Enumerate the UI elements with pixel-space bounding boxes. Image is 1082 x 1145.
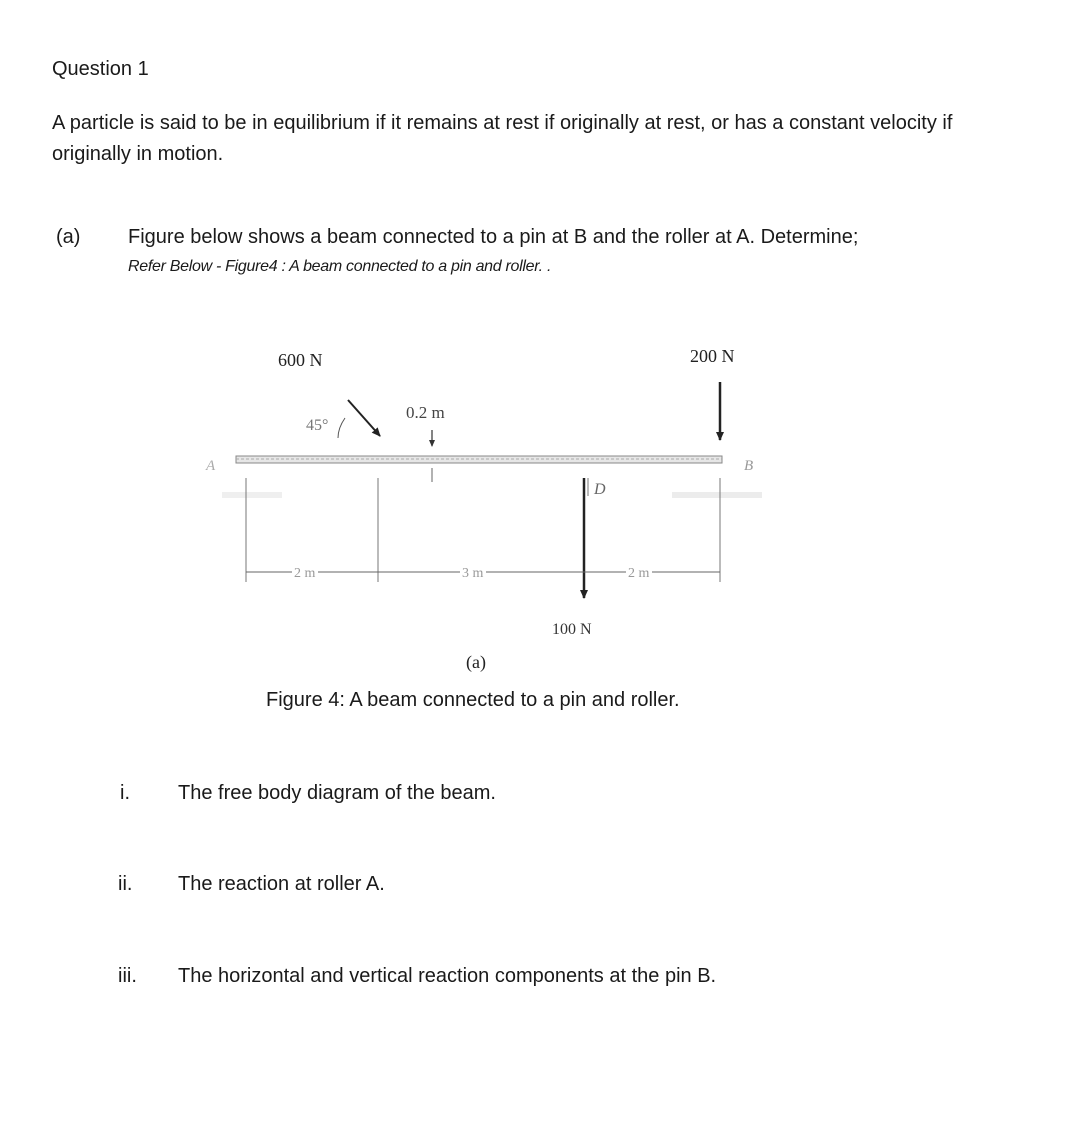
label-point-a: A [206, 458, 216, 474]
angle-arc [338, 418, 345, 438]
label-point-b: B [744, 458, 754, 474]
force-600-arrow [348, 400, 380, 436]
part-a-text: Figure below shows a beam connected to a pin at B and the roller at A. Determine; [128, 226, 859, 248]
item-text: The reaction at roller A. [178, 873, 385, 895]
figure-sublabel: (a) [466, 652, 486, 672]
question-title: Question 1 [52, 58, 149, 80]
label-point-d: D [594, 481, 606, 498]
label-dim-3: 2 m [628, 566, 650, 581]
item-text: The free body diagram of the beam. [178, 782, 496, 804]
item-number: i. [120, 782, 130, 804]
item-text: The horizontal and vertical reaction components at the pin B. [178, 965, 717, 987]
question-intro: A particle is said to be in equilibrium if it remains at rest if originally at rest, or has a constant velocity if originally in motion. [52, 112, 953, 165]
label-dim-1: 2 m [294, 566, 316, 581]
label-offset: 0.2 m [406, 403, 445, 422]
beam [236, 456, 722, 463]
pin-support-b [672, 492, 762, 498]
label-100n: 100 N [552, 621, 592, 638]
part-a-label: (a) [56, 226, 81, 248]
label-200n: 200 N [690, 346, 735, 366]
label-dim-2: 3 m [462, 566, 484, 581]
figure-reference: Refer Below - Figure4 : A beam connected to a pin and roller. . [128, 258, 552, 275]
label-angle: 45° [306, 417, 329, 434]
roller-support-a [222, 492, 282, 498]
figure-caption: Figure 4: A beam connected to a pin and roller. [266, 689, 680, 711]
label-600n: 600 N [278, 350, 323, 370]
item-number: ii. [118, 873, 133, 895]
item-number: iii. [118, 965, 137, 987]
